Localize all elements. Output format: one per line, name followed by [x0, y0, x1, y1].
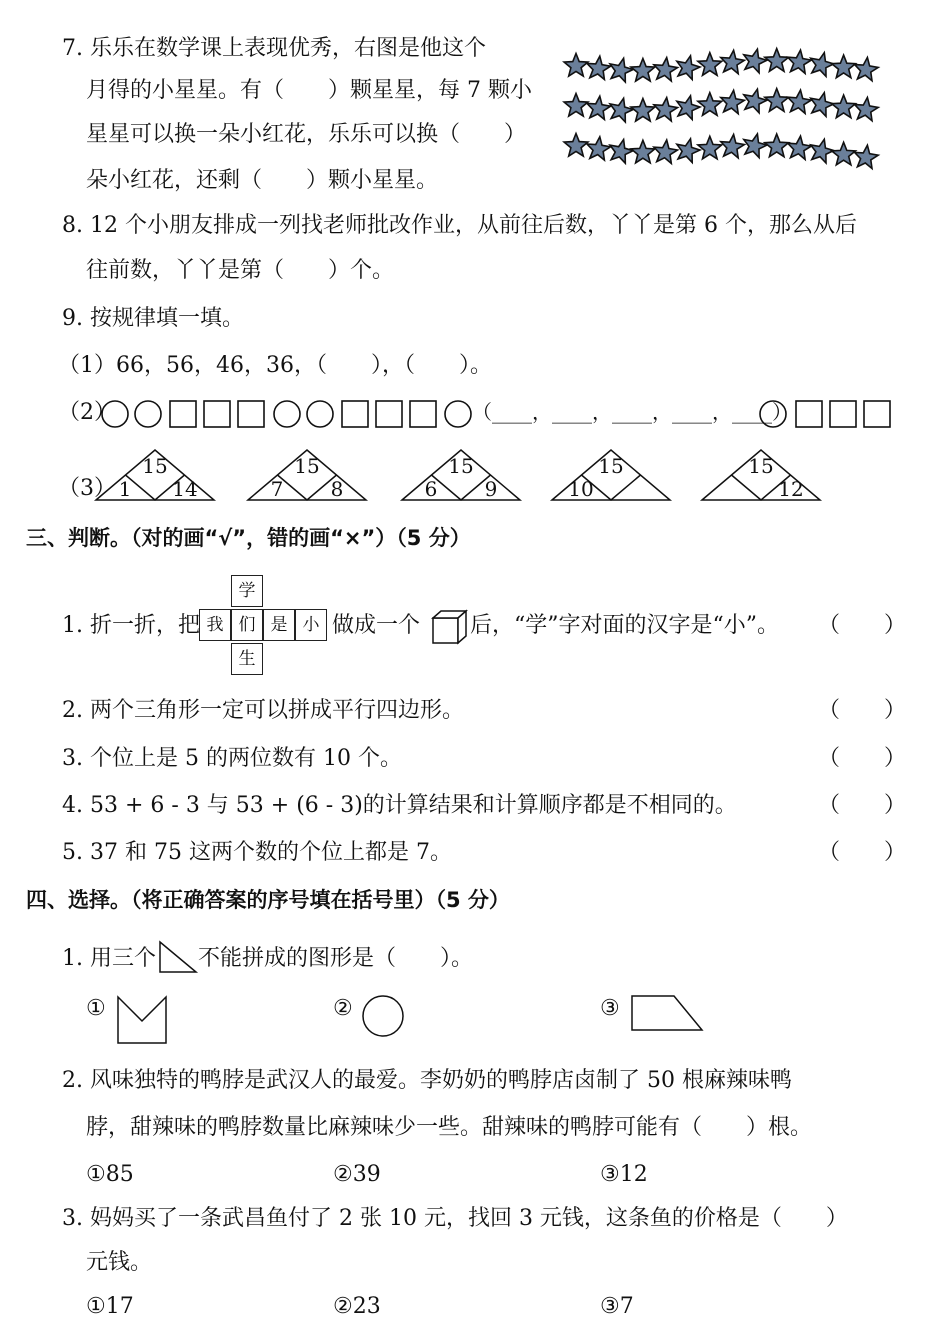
- star-icon: [677, 139, 700, 163]
- choice-q3-option: ③7: [600, 1294, 634, 1319]
- net-cell: 小: [295, 609, 327, 641]
- net-cell: 是: [263, 609, 295, 641]
- triangle-left-number: 6: [424, 477, 438, 501]
- option-shape-circle: [360, 994, 406, 1038]
- choice-q2-line2: 脖，甜辣味的鸭脖数量比麻辣味少一些。甜辣味的鸭脖可能有（ ）根。: [86, 1115, 813, 1140]
- star-icon: [587, 56, 611, 79]
- star-icon: [698, 53, 722, 76]
- star-icon: [698, 93, 722, 116]
- star-icon: [610, 140, 633, 164]
- star-icon: [677, 96, 700, 120]
- triangle-top-number: 15: [748, 454, 774, 478]
- stars-figure: [560, 46, 900, 166]
- choice-q1-prefix: 1. 用三个: [62, 946, 156, 971]
- star-icon: [788, 50, 812, 73]
- net-cell: 们: [231, 609, 263, 641]
- star-icon: [788, 136, 812, 159]
- q8-line2: 往前数，丫丫是第（ ）个。: [86, 258, 395, 283]
- answer-paren[interactable]: （ ）: [818, 793, 907, 818]
- option-shape-notched-square: [116, 995, 168, 1045]
- star-icon: [721, 135, 745, 158]
- choice-q2-option: ①85: [86, 1162, 134, 1187]
- square-shape: [376, 401, 402, 427]
- number-triangle: [248, 450, 366, 501]
- choice-q2-option: ③12: [600, 1162, 648, 1187]
- right-triangle-icon: [158, 940, 198, 974]
- star-icon: [587, 96, 611, 119]
- judge-q1-prefix: 1. 折一折，把: [62, 613, 200, 638]
- star-icon: [744, 49, 767, 73]
- number-triangle: [96, 450, 214, 501]
- star-icon: [587, 137, 611, 160]
- star-icon: [654, 98, 678, 121]
- star-icon: [788, 90, 812, 113]
- pattern-shapes-a: [100, 398, 472, 430]
- triangle-top-number: 15: [448, 454, 474, 478]
- square-shape: [410, 401, 436, 427]
- square-shape: [238, 401, 264, 427]
- choice-q3-line2: 元钱。: [86, 1250, 153, 1275]
- number-triangle: [552, 450, 670, 501]
- choice-q3-option: ①17: [86, 1294, 134, 1319]
- q7-line2: 月得的小星星。有（ ）颗星星，每 7 颗小: [86, 78, 532, 103]
- square-shape: [342, 401, 368, 427]
- choice-q3-option: ②23: [333, 1294, 381, 1319]
- number-triangle: [702, 450, 820, 501]
- star-icon: [832, 142, 856, 165]
- triangle-left-number: 10: [568, 477, 594, 501]
- choice-q1-suffix: 不能拼成的图形是（ ）。: [198, 946, 474, 971]
- number-triangles: [96, 448, 826, 506]
- star-icon: [631, 59, 655, 82]
- net-cell: 生: [231, 643, 263, 675]
- choice-q2-option: ②39: [333, 1162, 381, 1187]
- star-icon: [765, 89, 789, 112]
- square-shape: [204, 401, 230, 427]
- q7-line1: 7. 乐乐在数学课上表现优秀，右图是他这个: [62, 36, 486, 61]
- star-icon: [832, 95, 856, 118]
- star-icon: [855, 97, 879, 120]
- star-icon: [765, 49, 789, 72]
- choice-q2-line1: 2. 风味独特的鸭脖是武汉人的最爱。李奶奶的鸭脖店卤制了 50 根麻辣味鸭: [62, 1068, 792, 1093]
- star-icon: [654, 140, 678, 163]
- star-icon: [811, 93, 834, 117]
- star-icon: [811, 139, 834, 163]
- net-cell: 我: [199, 609, 231, 641]
- q9-part1: （1）66，56，46，36，（ ），（ ）。: [58, 353, 492, 378]
- pattern-shapes-b: [758, 398, 898, 430]
- q9-part2-label: （2）: [58, 400, 116, 425]
- answer-paren[interactable]: （ ）: [818, 698, 907, 723]
- net-cell: 学: [231, 575, 263, 607]
- triangle-left-number: 7: [270, 477, 284, 501]
- star-icon: [832, 55, 856, 78]
- triangle-right-number: 14: [172, 477, 198, 501]
- triangle-right-number: 8: [330, 477, 344, 501]
- star-icon: [631, 99, 655, 122]
- circle-shape: [760, 401, 786, 427]
- star-icon: [811, 53, 834, 77]
- star-icon: [744, 89, 767, 113]
- number-triangle: [402, 450, 520, 501]
- square-shape: [170, 401, 196, 427]
- option-label: ①: [86, 996, 106, 1021]
- star-icon: [564, 54, 588, 77]
- choice-q3-line1: 3. 妈妈买了一条武昌鱼付了 2 张 10 元，找回 3 元钱，这条鱼的价格是（ ）: [62, 1206, 848, 1231]
- star-icon: [610, 58, 633, 82]
- star-icon: [855, 57, 879, 80]
- q8-line1: 8. 12 个小朋友排成一列找老师批改作业，从前往后数，丫丫是第 6 个，那么从后: [62, 213, 857, 238]
- judge-q4: 4. 53 + 6 - 3 与 53 + (6 - 3)的计算结果和计算顺序都是不相同的。: [62, 793, 737, 818]
- star-icon: [631, 140, 655, 163]
- square-shape: [830, 401, 856, 427]
- answer-paren[interactable]: （ ）: [818, 613, 907, 638]
- circle-shape: [445, 401, 471, 427]
- triangle-right-number: 9: [484, 477, 498, 501]
- triangle-top-number: 15: [598, 454, 624, 478]
- circle-shape: [274, 401, 300, 427]
- triangle-right-number: 12: [778, 477, 804, 501]
- option-label: ③: [600, 996, 620, 1021]
- section3-heading: 三、判断。（对的画“√”，错的画“×”）（5 分）: [26, 526, 471, 550]
- cube-icon: [432, 610, 468, 644]
- q7-line4: 朵小红花，还剩（ ）颗小星星。: [86, 168, 439, 193]
- section4-heading: 四、选择。（将正确答案的序号填在括号里）（5 分）: [26, 888, 510, 912]
- q7-line3: 星星可以换一朵小红花，乐乐可以换（ ）: [86, 122, 527, 147]
- square-shape: [796, 401, 822, 427]
- judge-q5: 5. 37 和 75 这两个数的个位上都是 7。: [62, 840, 452, 865]
- triangle-top-number: 15: [142, 454, 168, 478]
- star-icon: [654, 58, 678, 81]
- star-icon: [564, 134, 588, 157]
- square-shape: [864, 401, 890, 427]
- star-icon: [610, 98, 633, 122]
- answer-paren[interactable]: （ ）: [818, 746, 907, 771]
- star-icon: [721, 50, 745, 73]
- triangle-left-number: 1: [118, 477, 132, 501]
- q9-part2-blanks: （____，____，____，____，____）: [472, 400, 792, 424]
- star-icon: [765, 134, 789, 157]
- option-label: ②: [333, 996, 353, 1021]
- star-icon: [744, 134, 767, 158]
- q9-part3-label: （3）: [58, 476, 116, 501]
- star-icon: [698, 136, 722, 159]
- star-icon: [564, 94, 588, 117]
- circle-shape: [307, 401, 333, 427]
- judge-q1-tail: 后，“学”字对面的汉字是“小”。: [470, 613, 779, 638]
- option-shape-trapezoid: [630, 994, 704, 1032]
- star-icon: [855, 145, 879, 168]
- circle-shape: [135, 401, 161, 427]
- answer-paren[interactable]: （ ）: [818, 840, 907, 865]
- circle-shape: [102, 401, 128, 427]
- judge-q1-middle: 做成一个: [332, 613, 421, 638]
- judge-q3: 3. 个位上是 5 的两位数有 10 个。: [62, 746, 402, 771]
- star-icon: [721, 90, 745, 113]
- star-icon: [677, 56, 700, 80]
- triangle-top-number: 15: [294, 454, 320, 478]
- q9-title: 9. 按规律填一填。: [62, 306, 244, 331]
- judge-q2: 2. 两个三角形一定可以拼成平行四边形。: [62, 698, 464, 723]
